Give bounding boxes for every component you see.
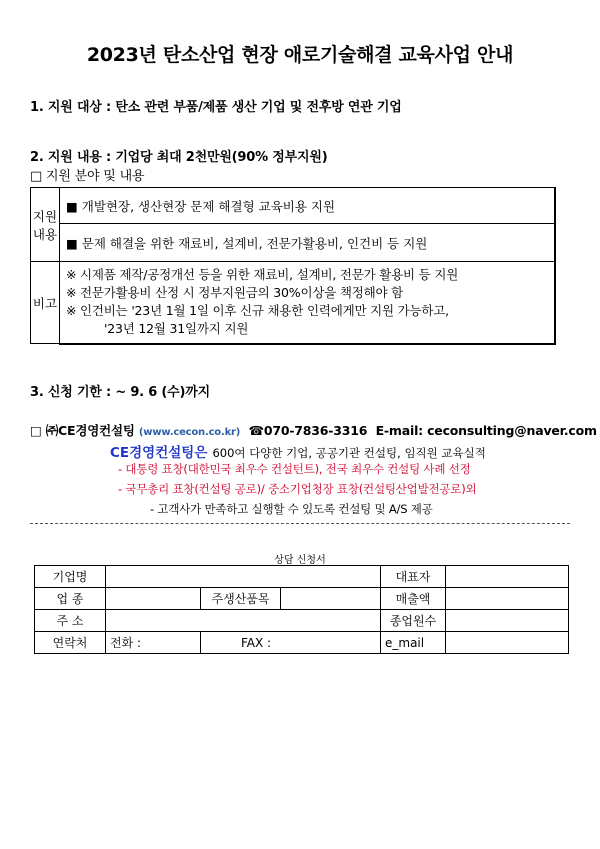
- field-address[interactable]: [106, 610, 381, 632]
- company-award-1: - 대통령 표창(대한민국 최우수 컨설턴트), 전국 최우수 컨설팅 사례 선정: [118, 462, 471, 476]
- company-intro: [110, 441, 486, 461]
- consultation-form: [34, 565, 569, 654]
- section-content-sub: □ 지원 분야 및 내용: [30, 169, 145, 184]
- company-phone: ☎070-7836-3316: [248, 423, 368, 438]
- support-row-education: ■ 개발현장, 생산현장 문제 해결형 교육비용 지원: [60, 188, 556, 224]
- field-representative[interactable]: [446, 566, 569, 588]
- label-address: 주 소: [35, 610, 106, 632]
- label-industry: 업 종: [35, 588, 106, 610]
- remarks-cell: [60, 262, 556, 344]
- label-sales: 매출액: [381, 588, 446, 610]
- label-company-name: 기업명: [35, 566, 106, 588]
- remark-item: ※ 인건비는 '23년 1월 1일 이후 신규 채용한 인력에게만 지원 가능하고,: [66, 303, 449, 319]
- field-industry[interactable]: [106, 588, 201, 610]
- company-intro-name: CE경영컨설팅은: [110, 445, 208, 461]
- label-representative: 대표자: [381, 566, 446, 588]
- remarks-header: 비고: [31, 262, 60, 344]
- divider: [30, 523, 570, 524]
- remark-item: '23년 12월 31일까지 지원: [104, 321, 249, 337]
- company-service: - 고객사가 만족하고 실행할 수 있도록 컨설팅 및 A/S 제공: [150, 502, 433, 516]
- field-fax[interactable]: FAX :: [201, 632, 381, 654]
- section-deadline: 3. 신청 기한 : ~ 9. 6 (수)까지: [30, 385, 210, 400]
- remark-item: ※ 전문가활용비 산정 시 정부지원금의 30%이상을 책정해야 함: [66, 285, 403, 301]
- company-email[interactable]: E-mail: ceconsulting@naver.com: [375, 423, 597, 438]
- field-sales[interactable]: [446, 588, 569, 610]
- company-info-line: [30, 421, 597, 439]
- company-intro-text: 600여 다양한 기업, 공공기관 컨설팅, 임직원 교육실적: [212, 446, 486, 460]
- remark-item: ※ 시제품 제작/공정개선 등을 위한 재료비, 설계비, 전문가 활용비 등 지원: [66, 267, 459, 283]
- section-target: 1. 지원 대상 : 탄소 관련 부품/제품 생산 기업 및 전후방 연관 기업: [30, 100, 402, 115]
- support-header: 지원 내용: [31, 188, 60, 262]
- form-title: 상담 신청서: [274, 555, 326, 566]
- company-award-2: - 국무총리 표창(컨설팅 공로)/ 중소기업청장 표창(컨설팅산업발전공로)외: [118, 482, 477, 496]
- label-email: e_mail: [381, 632, 446, 654]
- field-company-name[interactable]: [106, 566, 381, 588]
- page-title: 2023년 탄소산업 현장 애로기술해결 교육사업 안내: [86, 44, 514, 66]
- label-employees: 종업원수: [381, 610, 446, 632]
- support-row-costs: ■ 문제 해결을 위한 재료비, 설계비, 전문가활용비, 인건비 등 지원: [60, 224, 556, 262]
- section-content: 2. 지원 내용 : 기업당 최대 2천만원(90% 정부지원): [30, 150, 328, 165]
- support-table: [30, 187, 556, 345]
- field-email[interactable]: [446, 632, 569, 654]
- field-main-product[interactable]: [281, 588, 381, 610]
- label-main-product: 주생산품목: [201, 588, 281, 610]
- label-contact: 연락처: [35, 632, 106, 654]
- company-name: □ ㈜CE경영컨설팅: [30, 423, 135, 438]
- field-phone[interactable]: 전화 :: [106, 632, 201, 654]
- field-employees[interactable]: [446, 610, 569, 632]
- company-url[interactable]: (www.cecon.co.kr): [138, 427, 241, 438]
